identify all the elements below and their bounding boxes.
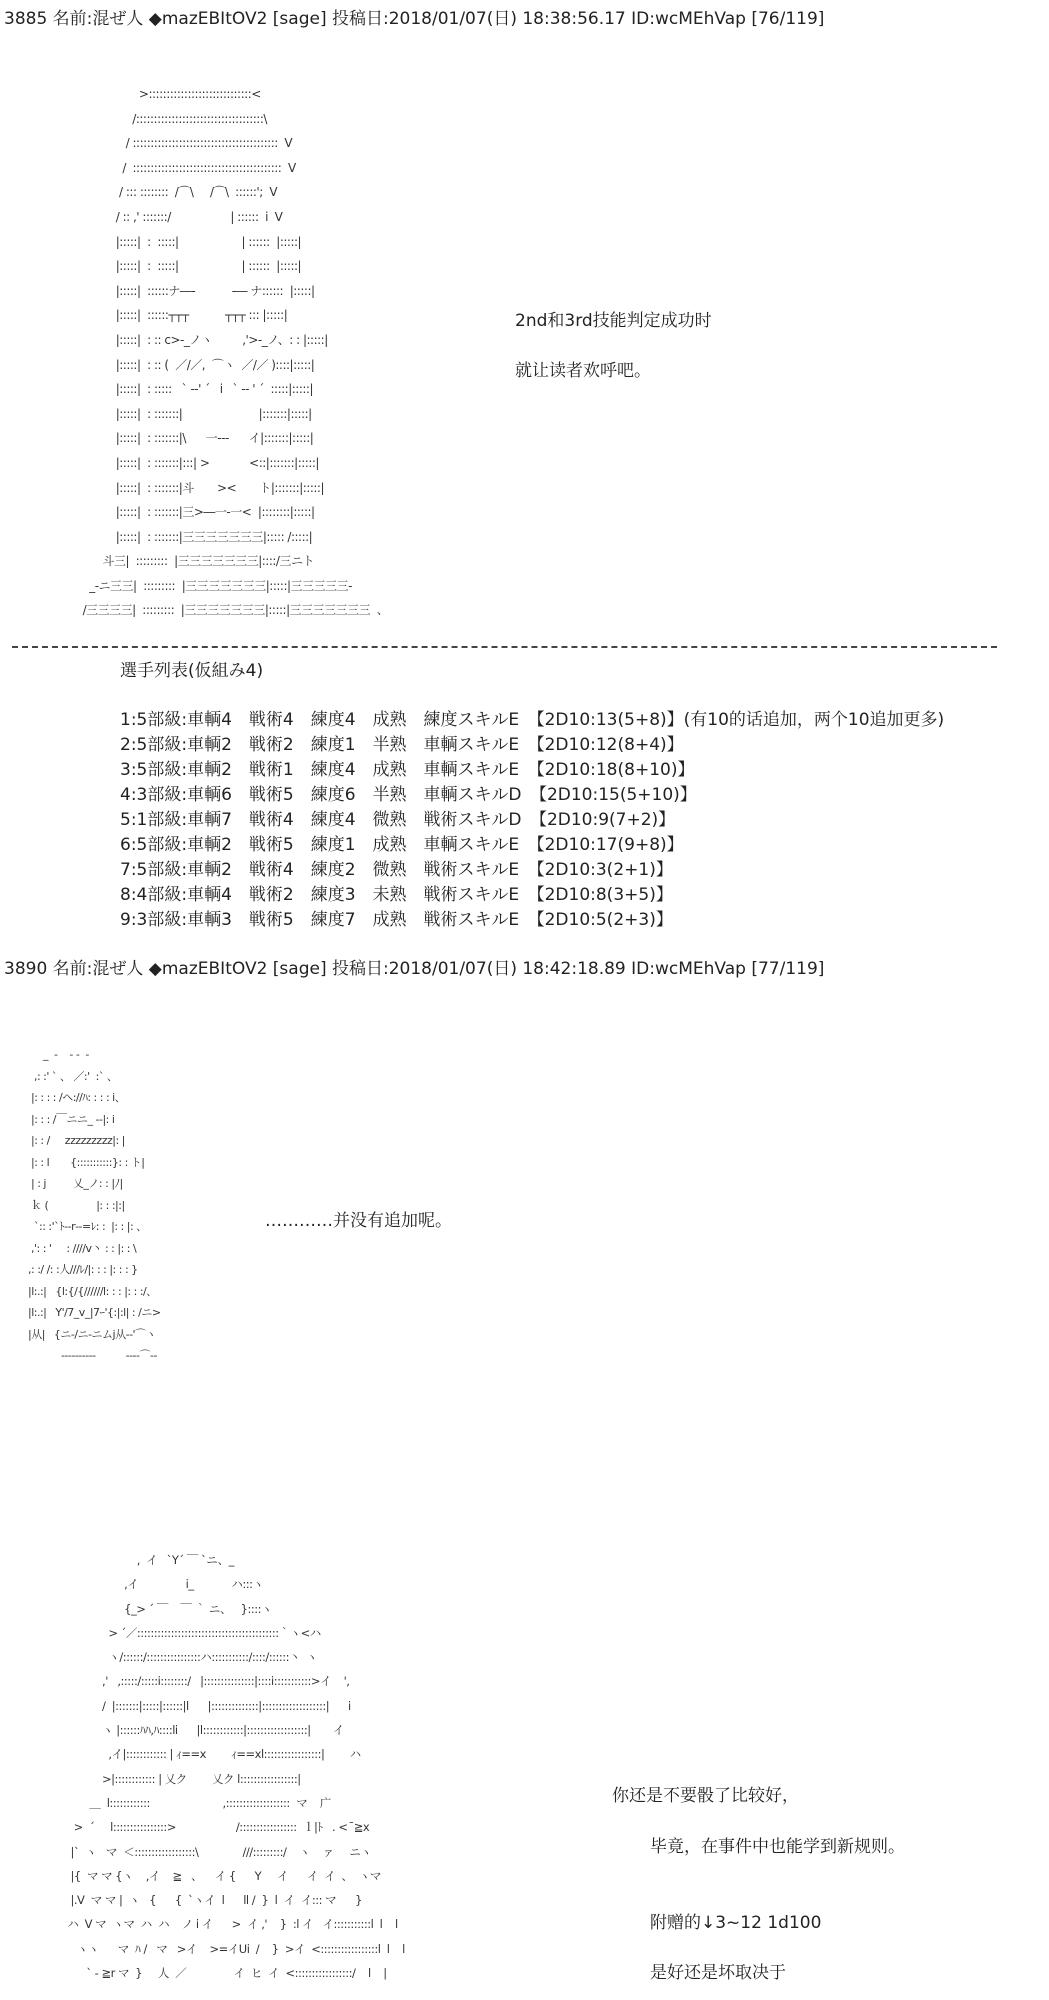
- side-comment-line-4: 毕竟，在事件中也能学到新规则。: [650, 1837, 905, 1857]
- roster-item: 6:5部級:車輌2 戦術5 練度1 成熟 車輌スキルE 【2D10:17(9+8)】: [120, 835, 684, 855]
- roster-item: 4:3部級:車輌6 戦術5 練度6 半熟 車輌スキルD 【2D10:15(5+10)】: [120, 785, 697, 805]
- side-comment-line-6: 是好还是坏取决于: [650, 1963, 786, 1983]
- side-comment-line-3: 你还是不要骰了比较好，: [612, 1786, 799, 1806]
- roster-item: 7:5部級:車輌2 戦術4 練度2 微熟 戦術スキルE 【2D10:3(2+1)】: [120, 860, 673, 880]
- ascii-art-character-3: , イ `Y´ ￣ `ニ、_ ,イ i_ ハ:::ヽ {_> ´ ￣ ￣ ｀ ニ、 }::::ヽ > ´／::::::::::::::::::::::::::::::::::::::::::｀ヽ<ハ ヽ/::::::/::::::::::::::::ハ:::::::::::/::::/::::::丶 ヽ ,' ,:::::/:::::i::::::::/ |:::::::::::::::|::::i:::::::::::>イ ', / |:::::::|:::::|::::::|l |::::::::::::::|:::::::::::::::::::| i ヽ |::::::ﾊﾊ,ﾊ::::li |l::::::::::::|::::::::::::::::::| イ ,イ|:::::::::::: | ｨ==x ｨ==xl:::::::::::::::::| ハ >|:::::::::::: | 乂ク 乂ク l:::::::::::::::::| ＿ l:::::::::::: ,::::::::::::::::::: マ 广 > ´ l::::::::::::::::> /::::::::::::::::: ｌ|ﾄ . < ̄≧x |` ヽ マ ＜::::::::::::::::::\ ///:::::::::/ ヽ ァ ニヽ |{ マ マ {ヽ ,イ ≧ 、 イ { Y イ イ イ 、 ヽマ |.V マ マ | ヽ { { `ヽイ l ll / } l イ イ::: マ } ハ V マ ヽマ ハ ハ ノ i イ > イ ,' } :l イ イ:::::::::::l l l ヽヽ マ ﾊ / マ >イ >=イUi / } >イ <:::::::::::::::::l l l ` ‐ ≧r マ } 人 ／ イ ヒ イ <:::::::::::::::::/ l |: [67, 1553, 405, 1981]
- post-header: 3890 名前:混ぜ人 ◆mazEBItOV2 [sage] 投稿日:2018/01/07(日) 18:42:18.89 ID:wcMEhVap [77/119]: [4, 959, 825, 979]
- roster-item: 8:4部級:車輌4 戦術2 練度3 未熟 戦術スキルE 【2D10:8(3+5)】: [120, 885, 673, 905]
- dashed-divider: [12, 646, 997, 648]
- roster-list: [120, 708, 944, 933]
- side-comment-line-2: 就让读者欢呼吧。: [515, 361, 651, 381]
- roster-title: 選手列表(仮組み4): [120, 661, 264, 681]
- roster-item: 1:5部級:車輌4 戦術4 練度4 成熟 練度スキルE 【2D10:13(5+8)】(有10的话追加，两个10追加更多): [120, 710, 945, 730]
- side-comment-line-5: 附赠的↓3~12 1d100: [650, 1913, 822, 1933]
- roster-item: 5:1部級:車輌7 戦術4 練度4 微熟 戦術スキルD 【2D10:9(7+2)】: [120, 810, 676, 830]
- roster-item: 2:5部級:車輌2 戦術2 練度1 半熟 車輌スキルE 【2D10:12(8+4)】: [120, 735, 684, 755]
- roster-item: 9:3部級:車輌3 戦術5 練度7 成熟 戦術スキルE 【2D10:5(2+3)】: [120, 910, 673, 930]
- ascii-art-character-2: _ - ‐ ‐ - ,: :' ` 、 ／:' :` 、 |: : : : /ヘ://ﾊ: : : : i、 |: : : /￣ニニ_ ‐‐|: i |: : / zzzzzzzzz|: | |: : l {:::::::::::}: : ト| | : j 乂_ノ: : |ﾉ| ｋ ( |: : :|:| `:: :'`ﾄ‐‐r‐‐=ﾚ: : |: : |: 、 ,': : ' : ////v丶 : : |: : \ ,: :/ /: :人///ﾚ/|: : : |: : : } |l:.:| {l:{/{//////l: : : |: : :/、 |l:.:| Y'/7_v_|7ｰ'{:|:l| : /ニ> |从| {ニ‐/ニ‐ニムj从‐-'⌒ヽ ‐‐‐‐‐‐‐‐‐‐ ‐‐‐‐⌒‐‐: [27, 1048, 161, 1362]
- side-comment-short: …………并没有追加呢。: [265, 1211, 452, 1231]
- ascii-art-character-1: >:::::::::::::::::::::::::::::< /::::::::::::::::::::::::::::::::::::\ / ::::::::::::::::::::::::::::::::::::::::: V / :::::::::::::::::::::::::::::::::::::::::: V / ::: :::::::: /⌒\ /⌒\ ::::::'; V / :: ,' :::::::/ | :::::: i V |:::::| : :::::| | :::::: |:::::| |:::::| : :::::| | :::::: |:::::| |:::::| ::::::ナ―- -― ナ:::::: |:::::| |:::::| ::::::┬┬┬ ┬┬┬ ::: |:::::| |:::::| : :: c>‐_ノヽ ,'>‐_ノ、: : |:::::| |:::::| : :: ( ／/／, ⌒ヽ ／/／ )::::|:::::| |:::::| : ::::: ` -‐' ´ i ` -‐ ' ´ :::::|:::::| |:::::| : :::::::| |:::::::|:::::| |:::::| : :::::::|\ 一‐-- イ|:::::::|:::::| |:::::| : :::::::|:::| > <::|:::::::|:::::| |:::::| : :::::::|斗 >< ト|:::::::|:::::| |:::::| : :::::::|三>―一‐一< |::::::::|:::::| |:::::| : :::::::|三三三三三三三|::::: /:::::| 斗三| ::::::::: |三三三三三三三|::::/三ニト _‐ニ三三| ::::::::: |三三三三三三三|:::::|三三三三三‐ /三三三三| ::::::::: |三三三三三三三|:::::|三三三三三三三 、: [82, 87, 389, 618]
- roster-item: 3:5部級:車輌2 戦術1 練度4 成熟 車輌スキルE 【2D10:18(8+10)】: [120, 760, 695, 780]
- side-comment-line-1: 2nd和3rd技能判定成功时: [515, 311, 712, 331]
- post-header: 3885 名前:混ぜ人 ◆mazEBItOV2 [sage] 投稿日:2018/01/07(日) 18:38:56.17 ID:wcMEhVap [76/119]: [4, 9, 825, 29]
